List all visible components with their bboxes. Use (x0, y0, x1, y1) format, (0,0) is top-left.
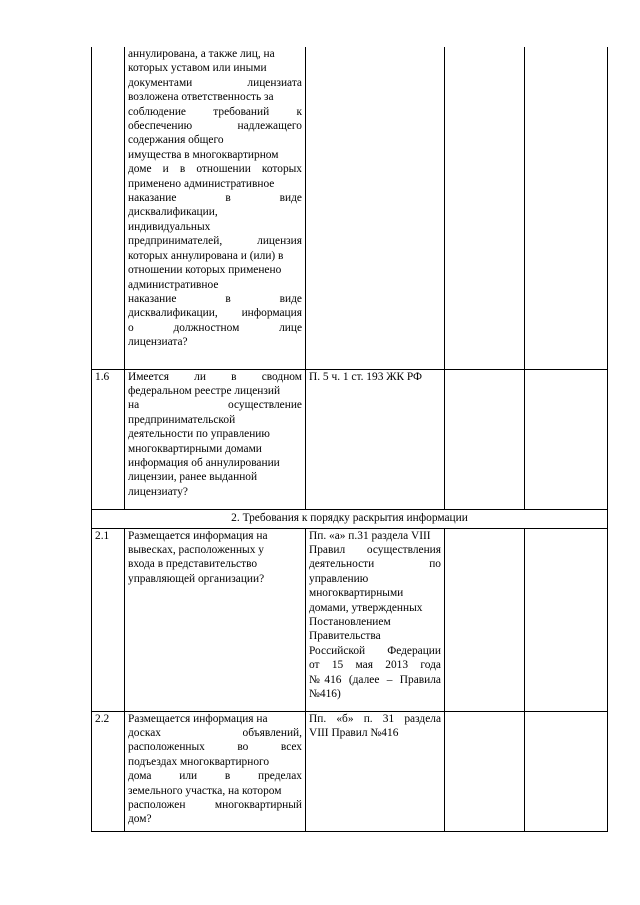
cell-text-line: Российской Федерации (309, 644, 441, 657)
cell-text-line: лицензии, ранее выданной (128, 471, 258, 484)
cell-text-line: Правил осуществления (309, 543, 441, 556)
answer-cell (445, 711, 525, 831)
cell-text-line: имущества в многоквартирном (128, 148, 279, 161)
cell-text-line: федеральном реестре лицензий (128, 384, 281, 397)
cell-text-line: лицензиата? (128, 336, 188, 349)
table-row (92, 711, 608, 831)
cell-text-line: подъездах многоквартирного (128, 755, 270, 768)
cell-text-line: многоквартирными домами (128, 442, 262, 455)
cell-text-line: на осуществление (128, 399, 302, 412)
cell-text-line: от 15 мая 2013 года (309, 659, 441, 672)
cell-text-line: предпринимательской (128, 413, 236, 426)
cell-text-line: которых уставом или иными (128, 62, 267, 75)
cell-text-line: административное (128, 278, 219, 291)
cell-text-line: Пп. «б» п. 31 раздела (309, 712, 441, 725)
row-number: 1.6 (92, 369, 125, 509)
cell-text-line: наказание в виде (128, 292, 302, 305)
cell-text-line: управляющей организации? (128, 572, 265, 585)
cell-text-line: вывесках, расположенных у (128, 543, 264, 556)
cell-text-line: предпринимателей, лицензия (128, 235, 302, 248)
legal-reference-cell (306, 528, 445, 711)
cell-text-line: доме и в отношении которых (128, 163, 302, 176)
answer-cell (445, 369, 525, 509)
question-cell (125, 47, 306, 369)
row-number: 2.2 (92, 711, 125, 831)
cell-text-line: П. 5 ч. 1 ст. 193 ЖК РФ (309, 370, 423, 383)
cell-text-line: дом? (128, 813, 152, 826)
cell-text-line: обеспечению надлежащего (128, 120, 302, 133)
legal-reference-cell (306, 47, 445, 369)
section-header-row (92, 509, 608, 528)
cell-text-line: возложена ответственность за (128, 91, 274, 104)
cell-text-line: домами, утвержденных (309, 601, 423, 614)
cell-text-line: Правительства (309, 630, 381, 643)
row-number: 2.1 (92, 528, 125, 711)
cell-text-line: которых аннулирована и (или) в (128, 249, 284, 262)
answer-cell (445, 47, 525, 369)
cell-text-line: многоквартирными (309, 587, 404, 600)
cell-text-line: содержания общего (128, 134, 224, 147)
cell-text-line: Пп. «а» п.31 раздела VIII (309, 529, 431, 542)
cell-text-line: информация об аннулировании (128, 456, 280, 469)
cell-text-line: индивидуальных (128, 220, 211, 233)
note-cell (525, 47, 608, 369)
cell-text-line: дисквалификации, (128, 206, 218, 219)
cell-text-line: №416 (далее – Правила (309, 673, 441, 686)
legal-reference-cell (306, 369, 445, 509)
cell-text-line: земельного участка, на котором (128, 784, 282, 797)
cell-text-line: отношении которых применено (128, 264, 282, 277)
table-row (92, 528, 608, 711)
cell-text-line: дома или в пределах (128, 770, 302, 783)
cell-text-line: Имеется ли в сводном (128, 370, 302, 383)
cell-text-line: применено административное (128, 177, 275, 190)
cell-text-line: расположен многоквартирный (128, 798, 302, 811)
legal-reference-cell (306, 711, 445, 831)
cell-text-line: соблюдение требований к (128, 105, 302, 118)
cell-text-line: расположенных во всех (128, 741, 302, 754)
cell-text-line: Постановлением (309, 615, 391, 628)
section-title: 2. Требования к порядку раскрытия информации (92, 509, 608, 528)
question-cell (125, 528, 306, 711)
cell-text-line: деятельности по (309, 558, 441, 571)
cell-text-line: Размещается информация на (128, 712, 268, 725)
note-cell (525, 711, 608, 831)
cell-text-line: о должностном лице (128, 321, 302, 334)
note-cell (525, 369, 608, 509)
inspection-checklist-table (91, 47, 608, 832)
table-row (92, 47, 608, 369)
answer-cell (445, 528, 525, 711)
cell-text-line: дисквалификации, информация (128, 307, 302, 320)
cell-text-line: входа в представительство (128, 558, 258, 571)
cell-text-line: лицензиату? (128, 485, 188, 498)
cell-text-line: аннулирована, а также лиц, на (128, 48, 275, 60)
cell-text-line: №416) (309, 687, 341, 700)
row-number (92, 47, 125, 369)
cell-text-line: досках объявлений, (128, 726, 302, 739)
note-cell (525, 528, 608, 711)
table-row (92, 369, 608, 509)
cell-text-line: наказание в виде (128, 192, 302, 205)
cell-text-line: Размещается информация на (128, 529, 268, 542)
cell-text-line: управлению (309, 572, 369, 585)
question-cell (125, 711, 306, 831)
cell-text-line: документами лицензиата (128, 76, 302, 89)
cell-text-line: VIII Правил №416 (309, 726, 399, 739)
question-cell (125, 369, 306, 509)
cell-text-line: деятельности по управлению (128, 428, 270, 441)
